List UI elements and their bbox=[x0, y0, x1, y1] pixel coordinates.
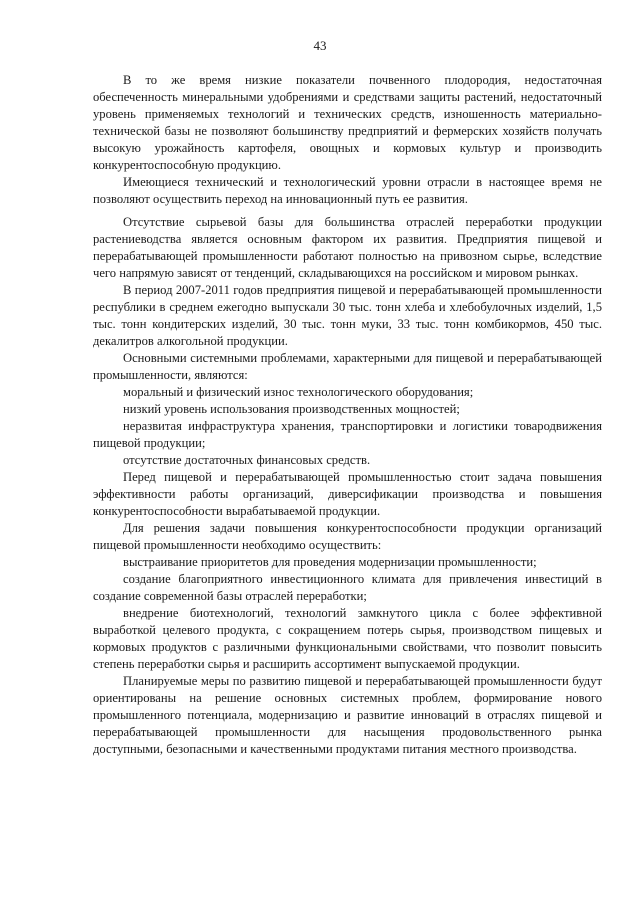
list-item: низкий уровень использования производственных мощностей; bbox=[123, 402, 460, 416]
paragraph: Перед пищевой и перерабатывающей промышленностью стоит задача повышения эффективности работы организаций, диверсификации производства и повышения конкурентоспособности вырабатываемой продукции. bbox=[93, 470, 602, 518]
list-item: моральный и физический износ технологического оборудования; bbox=[123, 385, 474, 399]
paragraph: Планируемые меры по развитию пищевой и перерабатывающей промышленности будут ориентированы на решение основных системных проблем, формирование нового промышленного потенциала, модернизацию и развитие инноваций в отраслях пищевой и перерабатывающей промышленности для насыщения продовольственного рынка доступными, безопасными и качественными продуктами питания местного производства. bbox=[93, 674, 602, 756]
paragraph: Отсутствие сырьевой базы для большинства отраслей переработки продукции растениеводства является основным фактором их развития. Предприятия пищевой и перерабатывающей промышленности работают полностью на привозном сырье, вследствие чего напрямую зависят от тенденций, складывающихся на российском и мировом рынках. bbox=[93, 215, 602, 280]
list-item: отсутствие достаточных финансовых средств. bbox=[123, 453, 371, 467]
paragraph: Основными системными проблемами, характерными для пищевой и перерабатывающей промышленности, являются: bbox=[93, 351, 602, 382]
paragraph: Имеющиеся технический и технологический уровни отрасли в настоящее время не позволяют осуществить переход на инновационный путь ее развития. bbox=[93, 175, 602, 206]
list-item: неразвитая инфраструктура хранения, транспортировки и логистики товародвижения пищевой продукции; bbox=[93, 419, 602, 450]
paragraph: В то же время низкие показатели почвенного плодородия, недостаточная обеспеченность минеральными удобрениями и средствами защиты растений, недостаточный уровень применяемых технологий и технических средств, изношенность материально-технической базы не позволяют большинству предприятий и фермерских хозяйств получать высокую урожайность картофеля, овощных и кормовых культур и производить конкурентоспособную продукцию. bbox=[93, 73, 602, 172]
document-body bbox=[93, 72, 602, 758]
paragraph: Для решения задачи повышения конкурентоспособности продукции организаций пищевой промышленности необходимо осуществить: bbox=[93, 521, 602, 552]
paragraph: В период 2007-2011 годов предприятия пищевой и перерабатывающей промышленности республики в среднем ежегодно выпускали 30 тыс. тонн хлеба и хлебобулочных изделий, 1,5 тыс. тонн кондитерских изделий, 30 тыс. тонн муки, 33 тыс. тонн комбикормов, 450 тыс. декалитров алкогольной продукции. bbox=[93, 283, 602, 348]
list-item: внедрение биотехнологий, технологий замкнутого цикла с более эффективной выработкой целевого продукта, с сокращением потерь сырья, производством пищевых и кормовых продуктов с различными функциональными свойствами, что позволит повысить степень переработки сырья и расширить ассортимент выпускаемой продукции. bbox=[93, 606, 602, 671]
page-number: 43 bbox=[313, 38, 327, 53]
list-item: создание благоприятного инвестиционного климата для привлечения инвестиций в создание современной базы отраслей переработки; bbox=[93, 572, 602, 603]
list-item: выстраивание приоритетов для проведения модернизации промышленности; bbox=[123, 555, 537, 569]
